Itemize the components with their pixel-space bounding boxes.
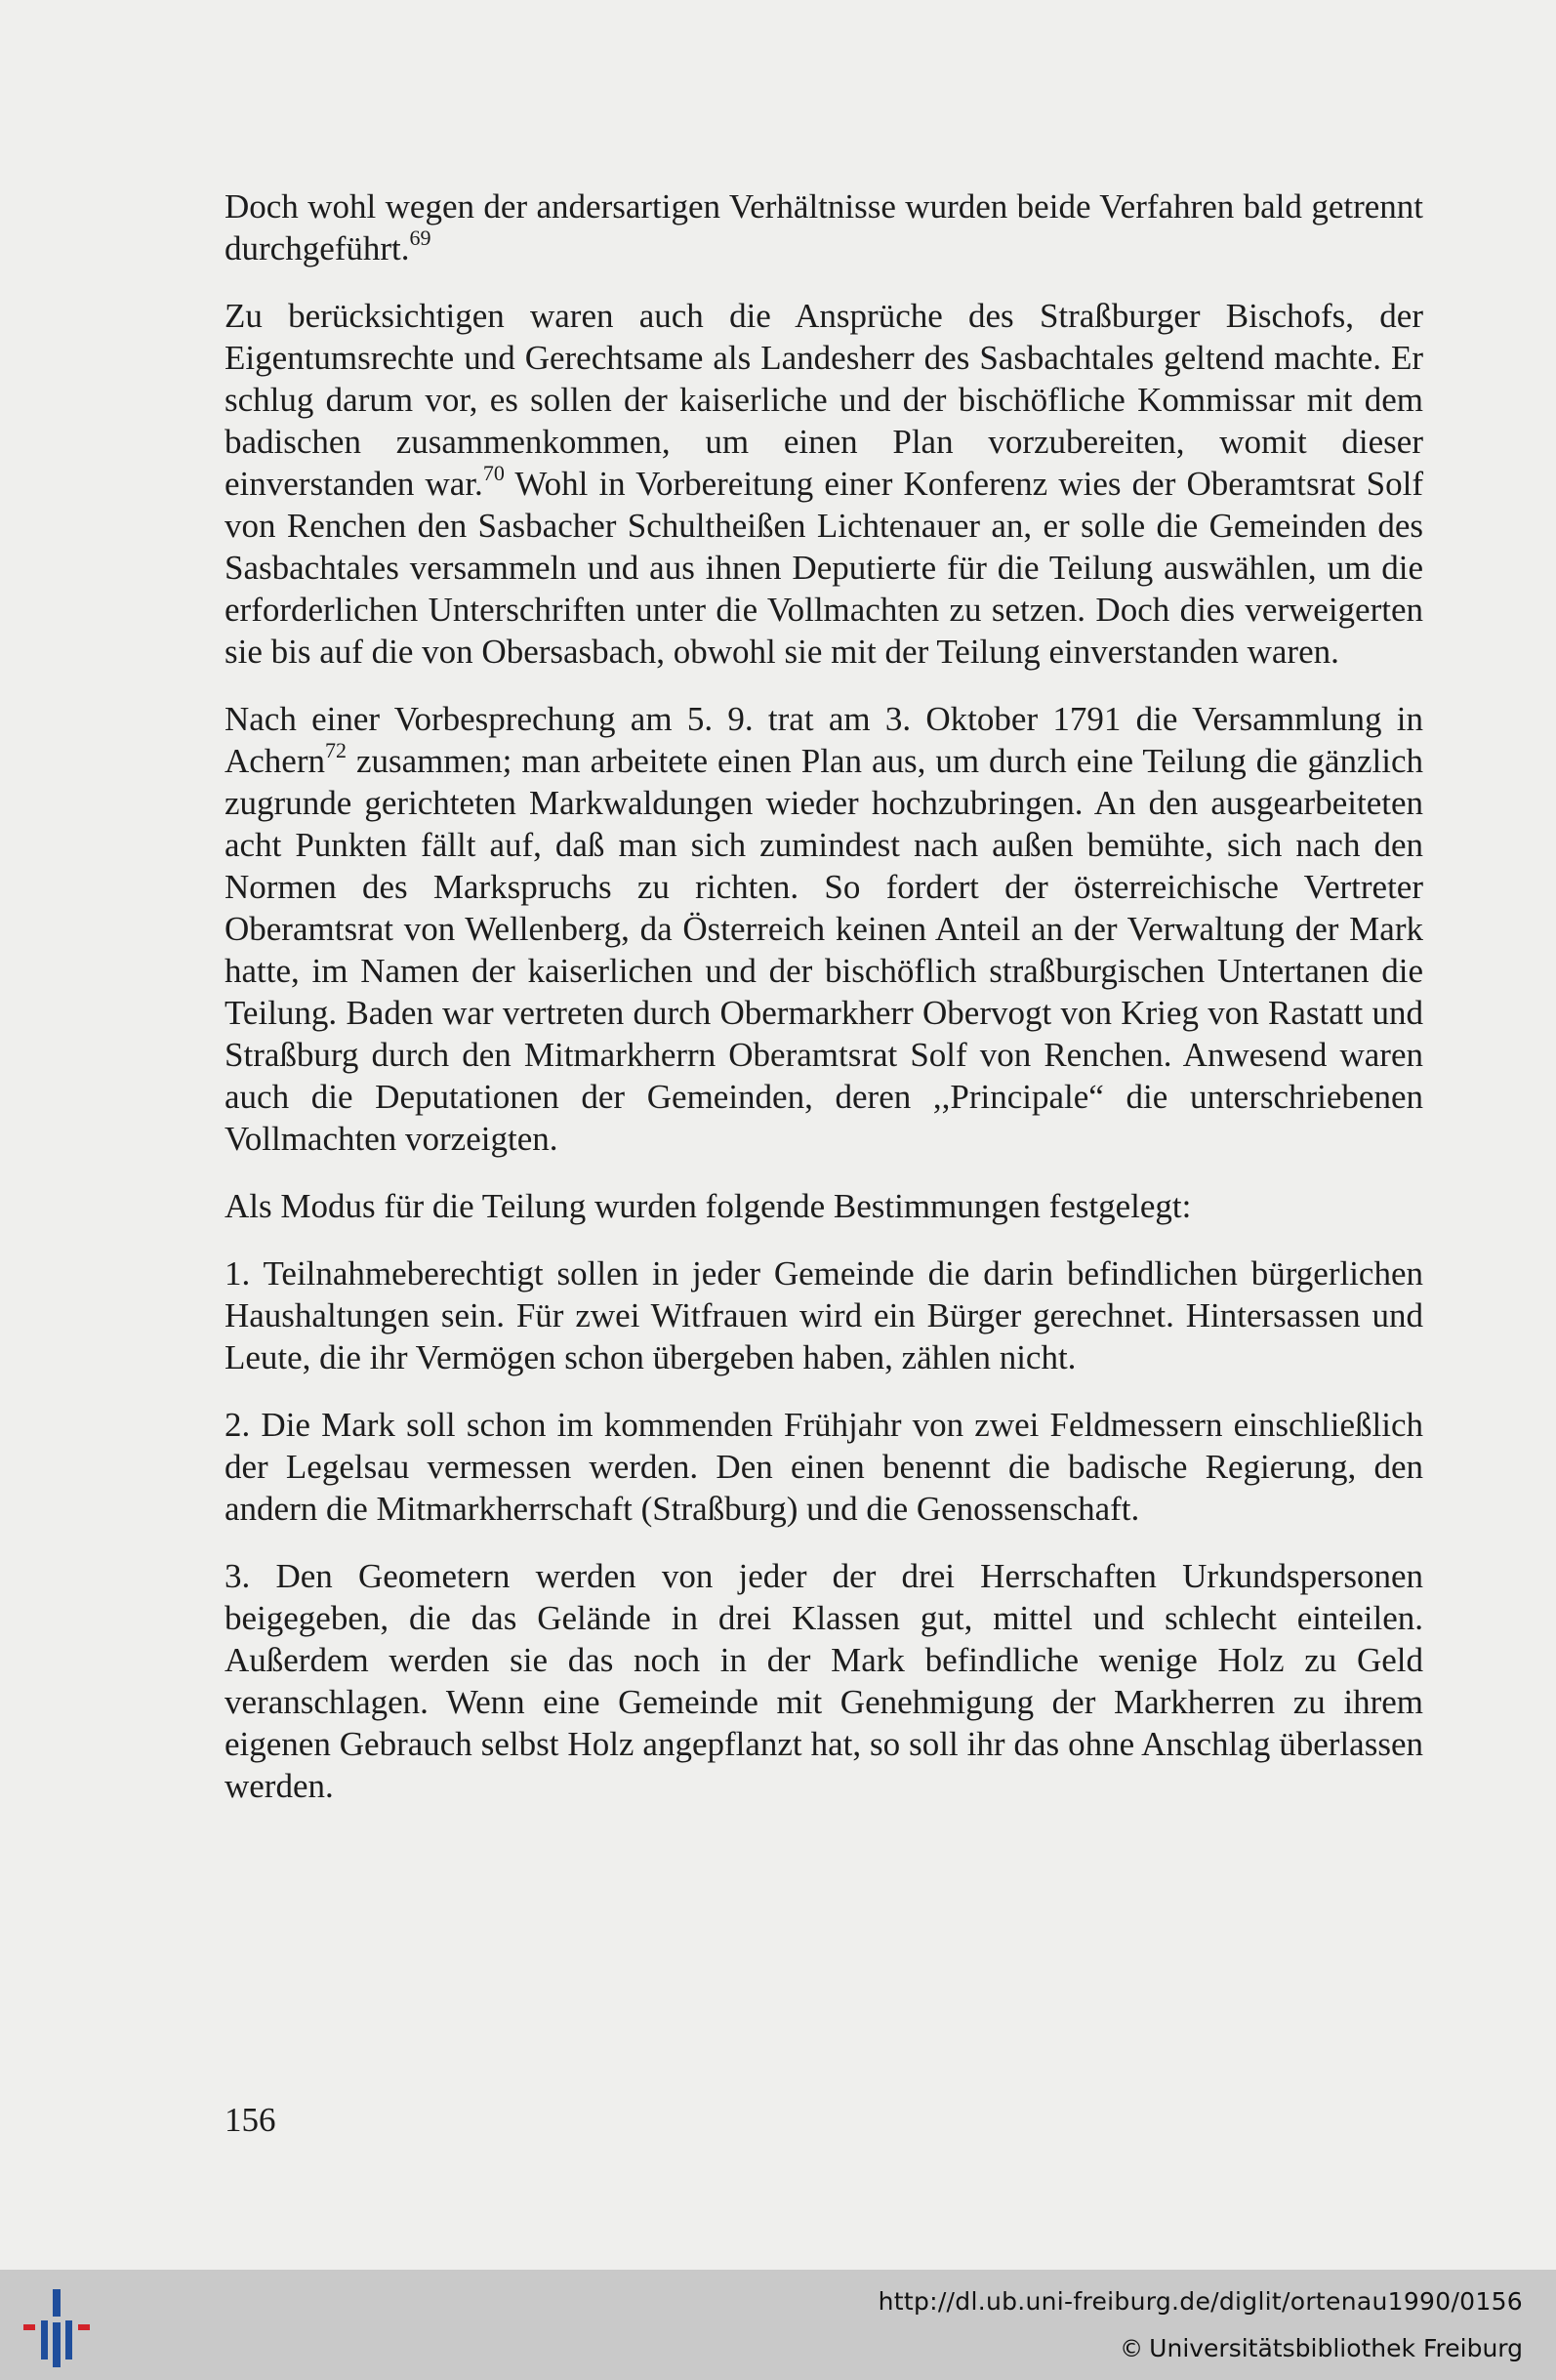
paragraph-3: Nach einer Vorbesprechung am 5. 9. trat am 3. Oktober 1791 die Versammlung in Achern$^{72}$ zusammen; man arbeitete einen Plan aus, um durch eine Teilung die gänzlich zugrunde gerichteten Markwaldungen wieder hochzubringen. An den ausgearbeiteten acht Punkten fällt auf, daß man sich zumindest nach außen bemühte, sich nach den Normen des Markspruchs zu richten. So fordert der österreichische Vertreter Oberamtsrat von Wellenberg, da Österreich keinen Anteil an der Verwaltung der Mark hatte, im Namen der kaiserlichen und der bischöflich straßburgischen Untertanen die Teilung. Baden war vertreten durch Obermarkherr Obervogt von Krieg von Rastatt und Straßburg durch den Mitmarkherrn Oberamtsrat Solf von Renchen. Anwesend waren auch die Deputationen der Gemeinden, deren ,,Principale“ die unterschriebenen Vollmachten vorzeigten. [225,700,1423,1158]
copyright-notice: © Universitätsbibliothek Freiburg [1120,2334,1523,2362]
ub-freiburg-logo-icon[interactable] [18,2289,96,2367]
footer-bar [0,2270,1556,2380]
list-item-2: 2. Die Mark soll schon im kommenden Frühjahr von zwei Feldmessern einschließlich der Legelsau vermessen werden. Den einen benennt die badische Regierung, den andern die Mitmarkherrschaft (Straßburg) und die Genossenschaft. [225,1406,1423,1528]
paragraph-1: Doch wohl wegen der andersartigen Verhältnisse wurden beide Verfahren bald getrennt durchgeführt.$^{69}$ [225,187,1423,267]
footnote-ref[interactable]: 72 [325,738,348,763]
footnote-ref[interactable]: 70 [482,461,505,486]
copyright-icon: © [1120,2335,1144,2362]
list-item-1: 1. Teilnahmeberechtigt sollen in jeder Gemeinde die darin befindlichen bürgerlichen Haushaltungen sein. Für zwei Witfrauen wird ein Bürger gerechnet. Hintersassen und Leute, die ihr Vermögen schon übergeben haben, zählen nicht. [225,1254,1423,1376]
list-item-3: 3. Den Geometern werden von jeder der drei Herrschaften Urkundspersonen beigegeben, die das Gelände in drei Klassen gut, mittel und schlecht einteilen. Außerdem werden sie das noch in der Mark befindliche wenige Holz zu Geld veranschlagen. Wenn eine Gemeinde mit Genehmigung der Markherren zu ihrem eigenen Gebrauch selbst Holz angepflanzt hat, so soll ihr das ohne Anschlag überlassen werden. [225,1557,1423,1805]
paragraph-4: Als Modus für die Teilung wurden folgende Bestimmungen festgelegt: [225,1187,1192,1225]
body-text [225,185,1423,1832]
paragraph-2: Zu berücksichtigen waren auch die Ansprüche des Straßburger Bischofs, der Eigentumsrechte und Gerechtsame als Landesherr des Sasbachtales geltend machte. Er schlug darum vor, es sollen der kaiserliche und der bischöfliche Kommissar mit dem badischen zusammenkommen, um einen Plan vorzubereiten, womit dieser einverstanden war.$^{70}$ Wohl in Vorbereitung einer Konferenz wies der Oberamtsrat Solf von Renchen den Sasbacher Schultheißen Lichtenauer an, er solle die Gemeinden des Sasbachtales versammeln und aus ihnen Deputierte für die Teilung auswählen, um die erforderlichen Unterschriften unter die Vollmachten zu setzen. Doch dies verweigerten sie bis auf die von Obersasbach, obwohl sie mit der Teilung einverstanden waren. [225,297,1423,671]
page-number: 156 [225,2101,276,2139]
footnote-ref[interactable]: 69 [409,226,431,251]
source-url-link[interactable]: http://dl.ub.uni-freiburg.de/diglit/ortenau1990/0156 [878,2287,1523,2316]
